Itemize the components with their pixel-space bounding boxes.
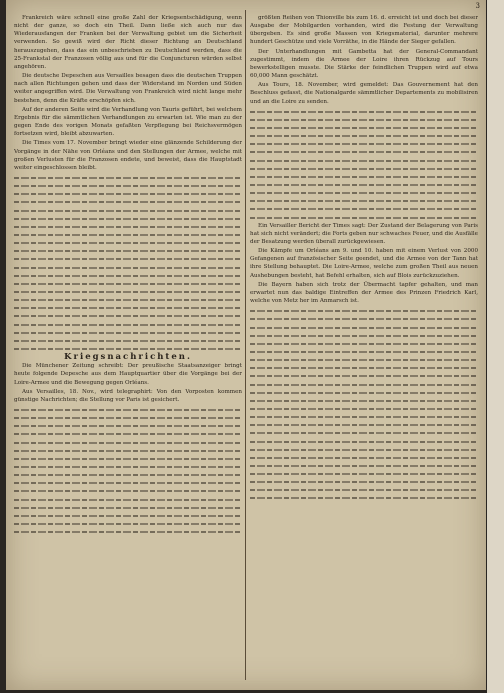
newspaper-page [6,0,486,690]
right-paragraph-2: Der Unterhandlungen mit Gambetta hat der General-Commandant zugestimmt, indem die Armee der Loire ihren Rückzug auf Tours bewerkstelligen musste. Die Stärke der feindlichen Truppen wird auf etwa 60,000 Mann geschätzt. [250,48,478,80]
left-filler-text-a [14,174,242,353]
page-number: 3 [475,2,480,10]
left-column [14,14,242,684]
left-news-1: Die Münchener Zeitung schreibt: Der preußische Staatsanzeiger bringt heute folgende Depesche aus dem Hauptquartier über die Vorgänge bei der Loire-Armee und die Bewegung gegen Orléans. [14,363,242,386]
right-column [250,14,478,684]
next-page-edge [487,0,504,693]
left-paragraph-3: Auf der anderen Seite wird die Verhandlung von Tauris geführt, bei welchem Ergebnis für die sämmtlichen Verhandlungen zu erwarten ist. Wie man zu der gegen Ende des vorigen Monats gefaßten Verpflegung bei Reichsvermögen fortsetzen wird, bleibt abzuwarten. [14,106,242,138]
right-filler-text-b [250,307,478,502]
column-divider [245,10,246,680]
left-filler-text-b [14,406,242,536]
left-news-2: Aus Versailles, 18. Nov., wird telegraphirt: Von den Vorposten kommen günstige Nachrichten; die Stellung vor Paris ist gesichert. [14,388,242,403]
right-paragraph-4: Ein Versailler Bericht der Times sagt: Der Zustand der Belagerung von Paris hat sich nicht verändert; die Forts geben nur schwaches Feuer, und die Ausfälle der Besatzung werden überall zurückgewiesen. [250,222,478,245]
right-paragraph-1: größten Reihen von Thionville bis zum 16. d. erreicht ist und doch bei dieser Ausgabe der Mobilgarden vorhanden, wird die Festung der Verwaltung übergeben. Es sind große Massen von Kriegsmaterial, darunter mehrere hundert Geschütze und viele Vorräthe, in die Hände der Sieger gefallen. [250,15,478,46]
right-paragraph-6: Die Bayern haben sich trotz der Übermacht tapfer gehalten, und man erwartet nun das baldige Eintreffen der Armee des Prinzen Friedrich Karl, welche von Metz her im Anmarsch ist. [250,281,478,305]
left-paragraph-4: Die Times vom 17. November bringt wieder eine glänzende Schilderung der Vorgänge in der Nähe von Orléans und den Stellungen der Armee, welche mit großen Verlusten für die Franzosen endete, und beweist, dass die Hauptstadt weiter eingeschlossen bleibt. [14,140,242,171]
section-heading: Kriegsnachrichten. [64,352,192,363]
right-filler-text-a [250,108,478,222]
left-paragraph-2: Die deutsche Depeschen aus Versailles besagen dass die deutschen Truppen nach allen Richtungen gehen und dass der Widerstand im Norden und Süden weiter angegriffen wird. Die Verwaltung von Frankreich wird nicht lange mehr bestehen, denn die Kräfte erschöpfen sich. [14,73,242,104]
right-paragraph-3: Aus Tours, 18. November, wird gemeldet: Das Gouvernement hat den Beschluss gefasst, die Nationalgarde sämmtlicher Departements zu mobilisiren und an die Loire zu senden. [250,82,478,105]
right-paragraph-5: Die Kämpfe um Orléans am 9. und 10. haben mit einem Verlust von 2000 Gefangenen auf französischer Seite geendet, und die Armee von der Tann hat ihre Stellung behauptet. Die Loire-Armee, welche zum großen Theil aus neuen Aushebungen besteht, hat Befehl erhalten, sich auf Blois zurückzuziehen. [250,248,478,279]
left-paragraph-1: Frankreich wäre schnell eine große Zahl der Kriegsentschädigung, wenn nicht der ganze, so doch ein Theil. Dann ließe sich auch nur das Wiederausfangen der Franken bei der Verwaltung gebiet um die Sicherheit verwenden. So gewiß wird der Richt dieser Richtung an Deutschland herauszugehen, dass das ein unbeschrieben zu Deutschland werden, dass die 25-Frankstal der Franzosen völlig aus und für die Conjuncturen würden selbst angehören. [14,15,242,70]
